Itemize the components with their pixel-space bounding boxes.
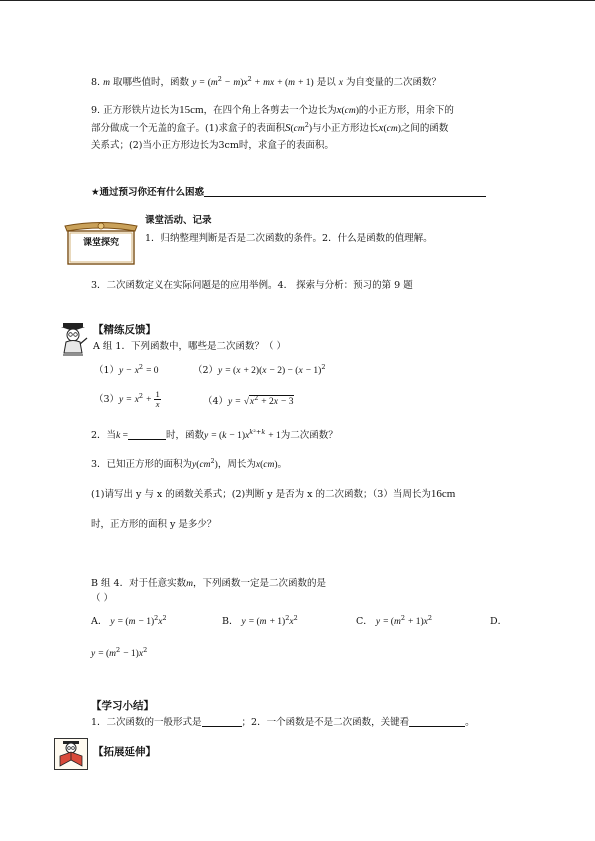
question-9-line1: 9. 正方形铁片边长为15cm，在四个角上各剪去一个边长为x(cm)的小正方形，用余下的 — [91, 104, 454, 116]
preview-blank — [204, 186, 486, 197]
explore-item-1: 1．归纳整理判断是否是二次函数的条件。2．什么是函数的值理解。 — [145, 233, 433, 244]
choice-b: B． $y = (m + 1)^2x^2$ — [222, 614, 298, 627]
explore-title: 课堂活动、记录 — [145, 215, 212, 226]
question-8: 8. m 取哪些值时，函数 $y = (m^2 - m)x^2$ + mx + (m + 1) 是以 x 为自变量的二次函数？ — [91, 75, 442, 88]
choice-d: $y = (m^2 - 1)x^2$ — [91, 646, 148, 659]
q8-text-c: 为自变量的二次函数？ — [346, 77, 442, 88]
summary-blank-2 — [409, 716, 465, 727]
feedback-q3-sub: (1)请写出 y 与 x 的函数关系式；(2)判断 y 是否为 x 的二次函数；（3）当周长为16cm — [91, 488, 456, 500]
teacher-avatar-icon — [57, 320, 89, 358]
group-b-q4: B 组 4．对于任意实数m，下列函数一定是二次函数的是 — [91, 578, 326, 589]
choice-a: A． $y = (m - 1)^2x^2$ — [91, 614, 167, 627]
choice-d-label: D． — [490, 616, 508, 627]
q9-side: 15cm — [179, 104, 204, 116]
feedback-q3: 3．已知正方形的面积为$y(cm^2)$，周长为x(cm)。 — [91, 457, 287, 470]
explore-badge — [61, 220, 141, 266]
feedback-title: 【精练反馈】 — [93, 324, 156, 336]
reading-student-icon — [54, 738, 88, 770]
option-3: $(3)y = x^2$ + $\frac{1}{x}$ — [94, 389, 160, 409]
header-rule — [0, 0, 595, 1]
question-9-line3: 关系式；(2)当小正方形边长为3cm时，求盒子的表面积。 — [91, 140, 334, 151]
explore-badge-label: 课堂探究 — [82, 238, 119, 248]
option-2: $(2)y = (x + 2)(x - 2) - (x - 1)^2$ — [193, 363, 326, 376]
q9-number: 9. — [91, 105, 101, 116]
q8-number: 8. — [91, 77, 101, 88]
preview-question: ★通过预习你还有什么困惑 — [91, 186, 486, 199]
extend-title: 【拓展延伸】 — [93, 746, 156, 758]
feedback-q3-sub-2: 时，正方形的面积 y 是多少？ — [91, 519, 217, 530]
group-b-paren: （ ） — [91, 593, 114, 604]
option-1: $(1)y - x^2 = 0$ — [94, 363, 159, 376]
question-9-line2: 部分做成一个无盖的盒子。(1)求盒子的表面积$S(cm^2)$与小正方形边长x(cm)之间的函数 — [91, 121, 449, 134]
q8-text-b: 是以 — [316, 77, 336, 88]
summary-title: 【学习小结】 — [91, 700, 154, 712]
q8-text-a: 取哪些值时，函数 — [113, 77, 190, 88]
q2-blank — [128, 429, 166, 440]
summary-text: 1．二次函数的一般形式是 ；2．一个函数是不是二次函数，关键看 。 — [91, 717, 475, 728]
choice-c: C． $y = (m^2 + 1)x^2$ — [356, 614, 433, 627]
q8-formula: y — [192, 78, 197, 88]
option-4: $(4)y = √x^2 + 2x - 3$ — [203, 394, 294, 407]
feedback-a1: A 组 1．下列函数中，哪些是二次函数？（ ） — [93, 341, 286, 352]
feedback-q2: 2．当k = 时，函数$y = (k - 1)x^{k^2+k} + 1$为二次函数？ — [91, 428, 338, 441]
explore-item-3: 3．二次函数定义在实际问题是的应用举例。4． 探索与分析：预习的第 9 题 — [91, 280, 413, 291]
summary-blank-1 — [202, 716, 242, 727]
